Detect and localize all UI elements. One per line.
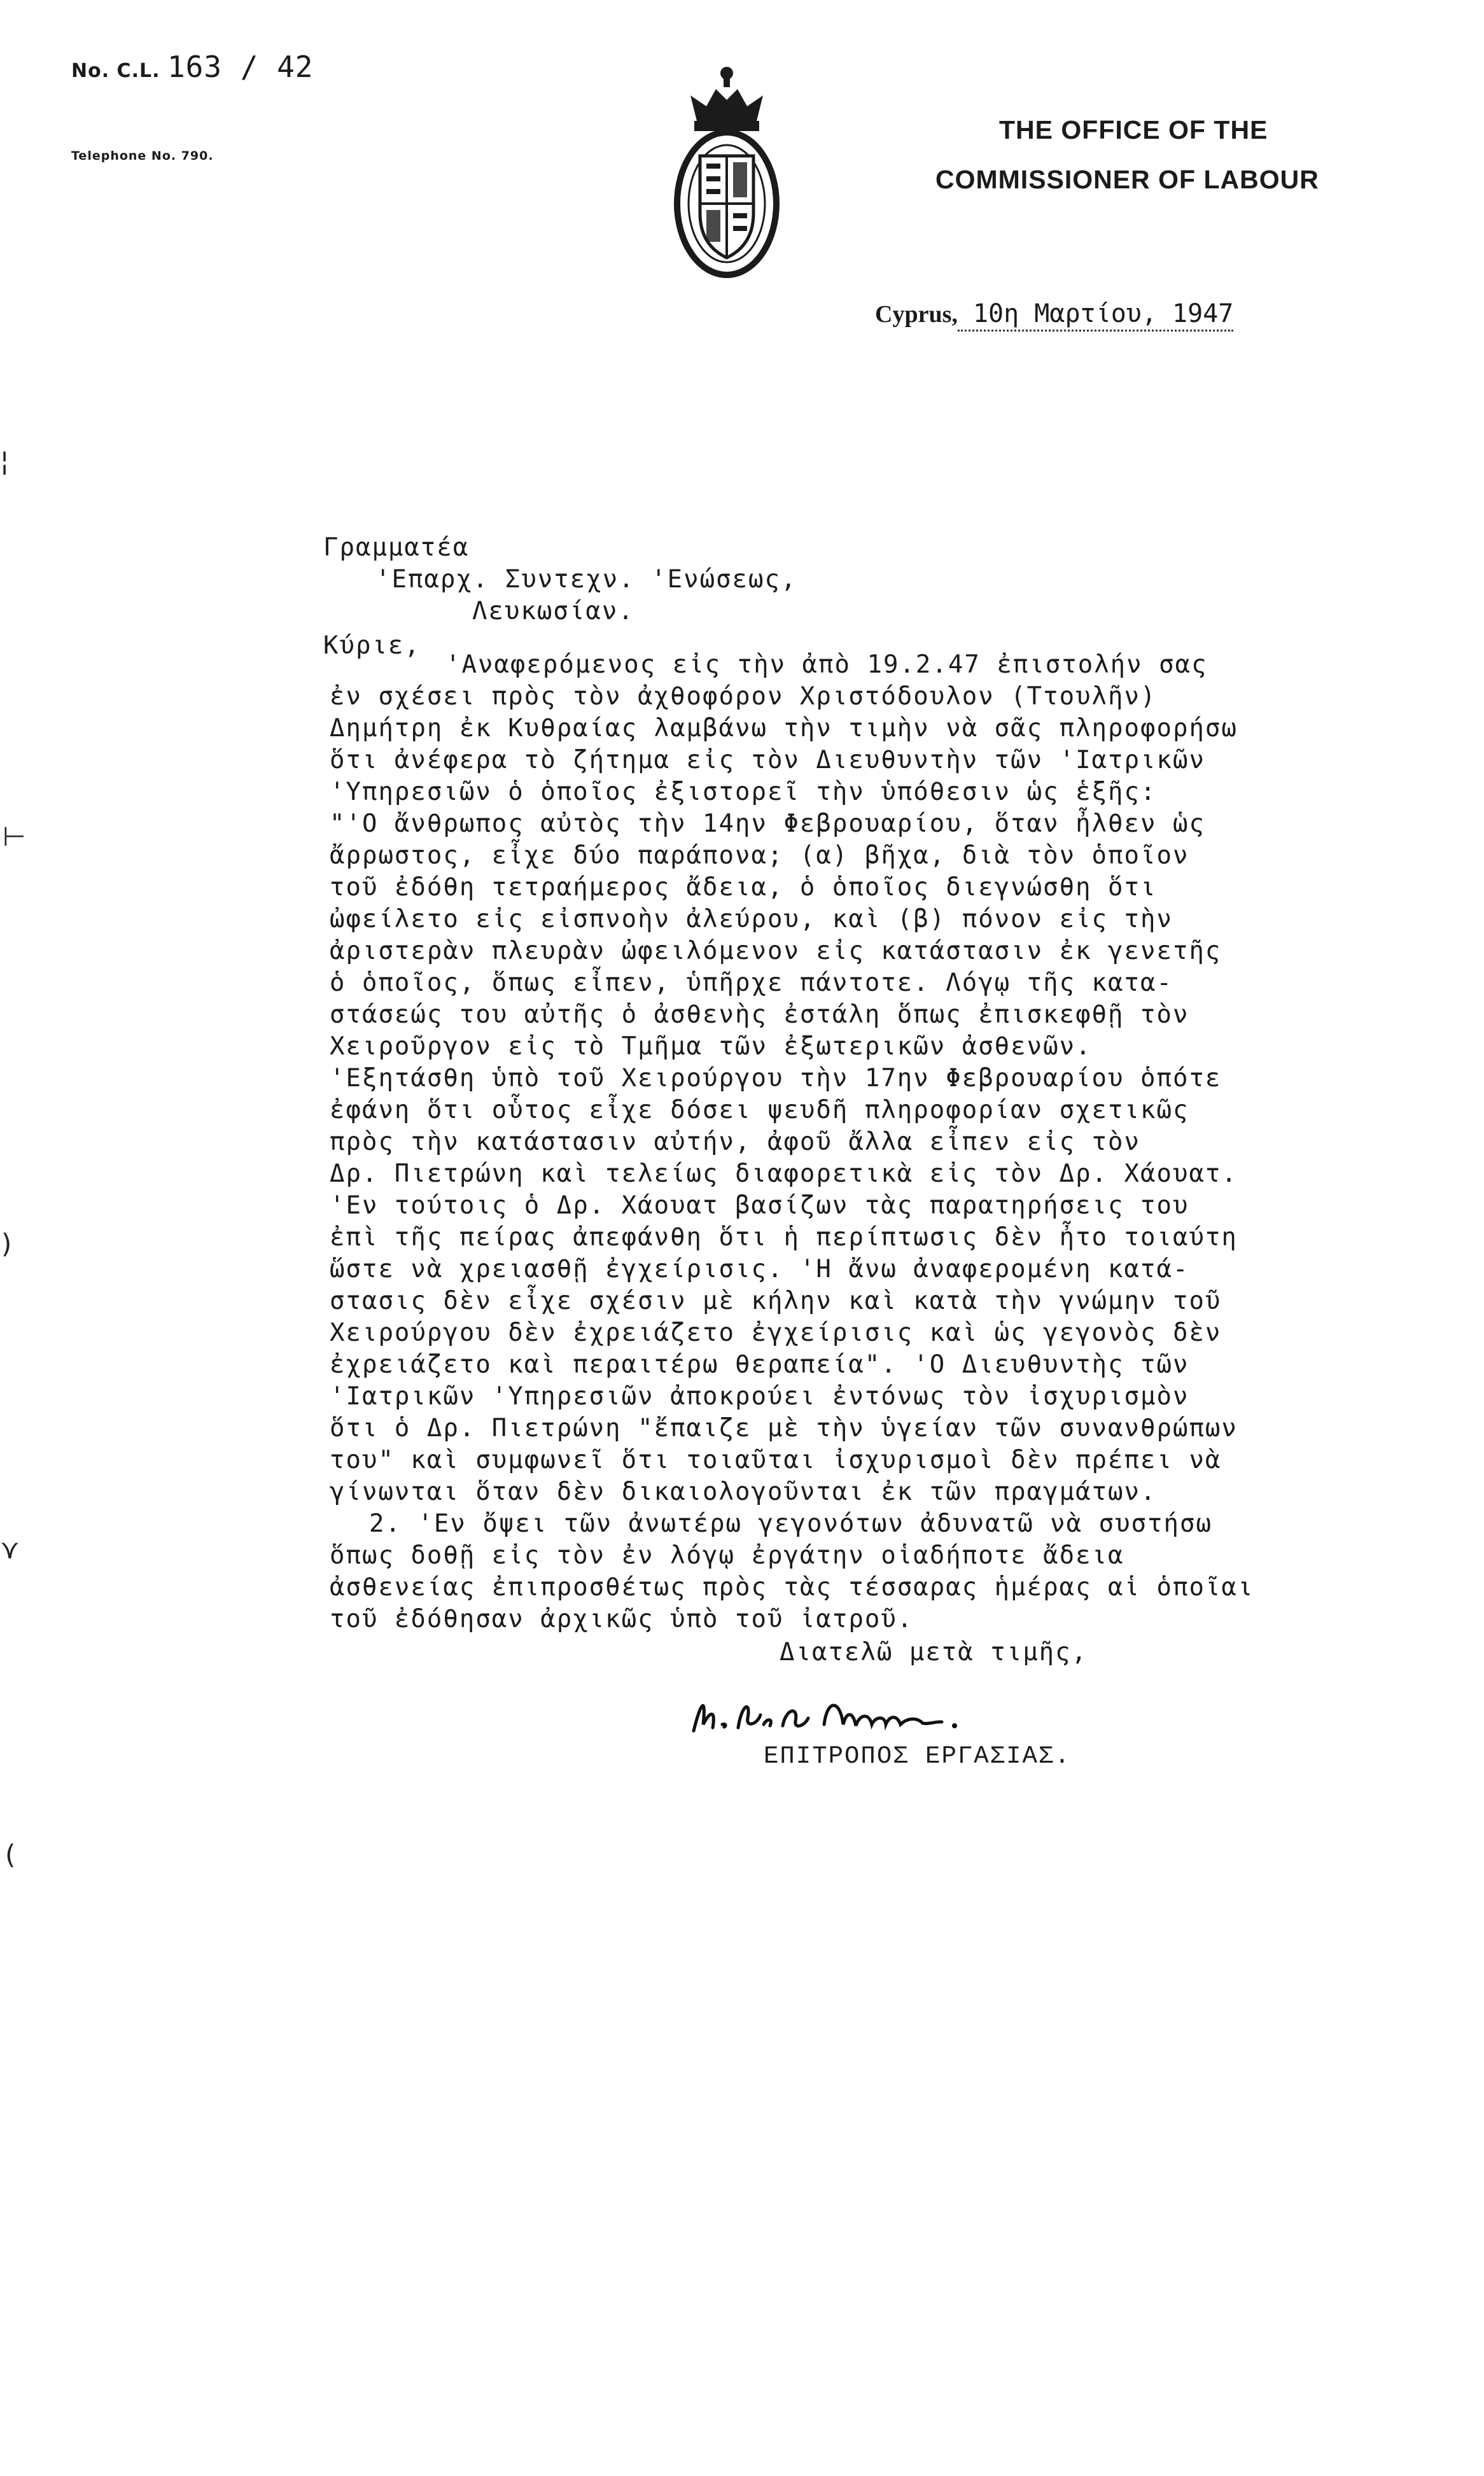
body-line: τοῦ ἐδόθη τετραήμερος ἄδεια, ὁ ὁποῖος διεγνώσθη ὅτι: [330, 873, 1157, 902]
scan-margin-mark: (: [5, 1839, 16, 1870]
body-line: Δρ. Πιετρώνη καὶ τελείως διαφορετικὰ εἰς τὸν Δρ. Χάουατ.: [330, 1159, 1238, 1188]
dateline-date: 10η Μαρτίου, 1947: [958, 299, 1233, 332]
scan-margin-mark: ⊢: [3, 821, 26, 852]
addressee-line-3: Λευκωσίαν.: [472, 597, 634, 626]
body-line: ἀσθενείας ἐπιπροσθέτως πρὸς τὰς τέσσαρας ἡμέρας αἱ ὁποῖαι: [330, 1573, 1254, 1602]
office-heading: [935, 105, 1419, 204]
body-line: ἄρρωστος, εἶχε δύο παράπονα; (α) βῆχα, διὰ τὸν ὁποῖον: [330, 841, 1189, 870]
scan-margin-mark: ): [1, 1228, 12, 1259]
body-line: 2. 'Εν ὄψει τῶν ἀνωτέρω γεγονότων ἀδυνατῶ νὰ συστήσω: [369, 1509, 1212, 1538]
letter-greeting: Κύριε,: [323, 631, 421, 660]
body-line: ἐν σχέσει πρὸς τὸν ἀχθοφόρον Χριστόδουλον (Ττουλῆν): [330, 682, 1157, 711]
body-line: τοῦ ἐδόθησαν ἀρχικῶς ὑπὸ τοῦ ἰατροῦ.: [330, 1605, 914, 1633]
royal-crest-icon: [671, 60, 783, 280]
handwritten-signature: [687, 1680, 1005, 1750]
body-line: 'Εξητάσθη ὑπὸ τοῦ Χειρούργου τὴν 17ην Φεβρουαρίου ὁπότε: [330, 1064, 1222, 1093]
scan-margin-mark: ¦: [0, 445, 10, 477]
reference-prefix: No. C.L.: [71, 60, 160, 82]
reference-number: [71, 50, 314, 84]
body-line: ὥστε νὰ χρειασθῇ ἐγχείρισις. 'Η ἄνω ἀναφερομένη κατά-: [330, 1255, 1189, 1283]
body-line: ἐπὶ τῆς πείρας ἀπεφάνθη ὅτι ἡ περίπτωσις δὲν ἦτο τοιαύτη: [330, 1223, 1238, 1252]
dateline: [875, 299, 1233, 328]
body-line: ὅτι ἀνέφερα τὸ ζήτημα εἰς τὸν Διευθυντὴν τῶν 'Ιατρικῶν: [330, 746, 1205, 774]
letter-closing: Διατελῶ μετὰ τιμῆς,: [780, 1638, 1088, 1667]
body-line: ὠφείλετο εἰς εἰσπνοὴν ἀλεύρου, καὶ (β) πόνον εἰς τὴν: [330, 905, 1173, 934]
office-heading-line-2: COMMISSIONER OF LABOUR: [935, 165, 1319, 194]
body-line: "'Ο ἄνθρωπος αὐτὸς τὴν 14ην Φεβρουαρίου, ὅταν ἦλθεν ὡς: [330, 809, 1205, 838]
telephone-number: Telephone No. 790.: [71, 149, 214, 163]
body-line: ἐφάνη ὅτι οὗτος εἶχε δόσει ψευδῆ πληροφορίαν σχετικῶς: [330, 1096, 1189, 1124]
office-heading-line-1: THE OFFICE OF THE: [999, 115, 1268, 144]
body-line: 'Ιατρικῶν 'Υπηρεσιῶν ἀποκρούει ἐντόνως τὸν ἰσχυρισμὸν: [330, 1382, 1189, 1411]
signatory-title: ΕΠΙΤΡΟΠΟΣ ΕΡΓΑΣΙΑΣ.: [764, 1742, 1071, 1770]
body-line: πρὸς τὴν κατάστασιν αὐτήν, ἀφοῦ ἄλλα εἶπεν εἰς τὸν: [330, 1128, 1140, 1156]
dateline-place: Cyprus,: [875, 301, 958, 328]
body-line: Χειροῦργον εἰς τὸ Τμῆμα τῶν ἐξωτερικῶν ἀσθενῶν.: [330, 1032, 1092, 1061]
addressee-line-2: 'Επαρχ. Συντεχν. 'Ενώσεως,: [375, 565, 797, 594]
body-line: του" καὶ συμφωνεῖ ὅτι τοιαῦται ἰσχυρισμοὶ δὲν πρέπει νὰ: [330, 1446, 1222, 1474]
body-line: Δημήτρη ἐκ Κυθραίας λαμβάνω τὴν τιμὴν νὰ σᾶς πληροφορήσω: [330, 714, 1238, 743]
body-line: γίνωνται ὅταν δὲν δικαιολογοῦνται ἐκ τῶν πραγμάτων.: [330, 1478, 1157, 1506]
addressee-line-1: Γραμματέα: [323, 533, 470, 562]
reference-handwritten-number: 163 / 42: [167, 50, 314, 84]
body-line: ὅτι ὁ Δρ. Πιετρώνη "ἔπαιζε μὲ τὴν ὑγείαν τῶν συνανθρώπων: [330, 1414, 1238, 1443]
body-line: 'Αναφερόμενος εἰς τὴν ἀπὸ 19.2.47 ἐπιστολήν σας: [445, 650, 1208, 679]
body-line: 'Εν τούτοις ὁ Δρ. Χάουατ βασίζων τὰς παρατηρήσεις του: [330, 1191, 1189, 1220]
body-line: στάσεώς του αὐτῆς ὁ ἀσθενὴς ἐστάλη ὅπως ἐπισκεφθῇ τὸν: [330, 1000, 1189, 1029]
body-line: ἐχρειάζετο καὶ περαιτέρω θεραπεία". 'Ο Διευθυντὴς τῶν: [330, 1350, 1189, 1379]
body-line: Χειρούργου δὲν ἐχρειάζετο ἐγχείρισις καὶ ὡς γεγονὸς δὲν: [330, 1318, 1222, 1347]
body-line: 'Υπηρεσιῶν ὁ ὁποῖος ἐξιστορεῖ τὴν ὑπόθεσιν ὡς ἑξῆς:: [330, 778, 1157, 806]
body-line: ὅπως δοθῇ εἰς τὸν ἐν λόγῳ ἐργάτην οἱαδήποτε ἄδεια: [330, 1541, 1124, 1570]
body-line: στασις δὲν εἶχε σχέσιν μὲ κήλην καὶ κατὰ τὴν γνώμην τοῦ: [330, 1287, 1222, 1315]
scan-margin-mark: ⋎: [0, 1534, 20, 1565]
body-line: ὁ ὁποῖος, ὅπως εἶπεν, ὑπῆρχε πάντοτε. Λόγῳ τῆς κατα-: [330, 969, 1173, 997]
body-line: ἀριστερὰν πλευρὰν ὠφειλόμενον εἰς κατάστασιν ἐκ γενετῆς: [330, 937, 1222, 965]
